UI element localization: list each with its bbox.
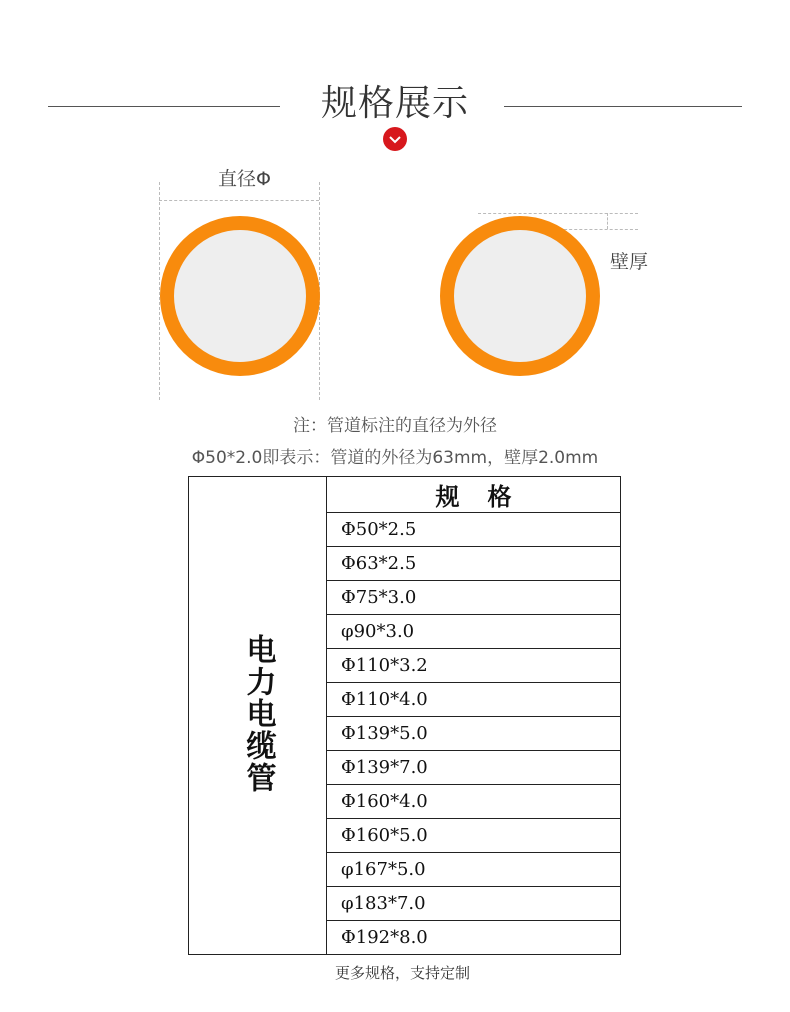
footer-note: 更多规格，支持定制: [334, 964, 470, 982]
diameter-label: 直径Φ: [218, 168, 271, 190]
spec-cell: Φ110*4.0: [327, 683, 621, 717]
wall-thickness-label: 壁厚: [610, 251, 649, 273]
chevron-down-icon: [383, 127, 407, 151]
spec-cell: Φ139*5.0: [327, 717, 621, 751]
category-cell: [189, 477, 327, 955]
spec-cell: Φ160*5.0: [327, 819, 621, 853]
spec-cell: Φ160*4.0: [327, 785, 621, 819]
spec-cell: Φ110*3.2: [327, 649, 621, 683]
section-title: 规格展示: [320, 83, 469, 124]
spec-table: [188, 476, 621, 955]
category-label: 电力电缆管: [240, 633, 276, 794]
note-line-2: Φ50*2.0即表示：管道的外径为63mm，壁厚2.0mm: [191, 448, 599, 468]
spec-cell: Φ192*8.0: [327, 921, 621, 955]
spec-cell: Φ139*7.0: [327, 751, 621, 785]
pipe-cross-section-diameter: [160, 216, 320, 376]
pipe-cross-section-wall: [440, 216, 600, 376]
spec-header: 规格: [327, 477, 621, 513]
wall-guide-top: [478, 213, 638, 214]
wall-guide-tick: [607, 213, 608, 229]
spec-cell: φ183*7.0: [327, 887, 621, 921]
diameter-guide-top: [159, 200, 319, 201]
spec-cell: φ167*5.0: [327, 853, 621, 887]
spec-cell: Φ75*3.0: [327, 581, 621, 615]
spec-cell: Φ50*2.5: [327, 513, 621, 547]
spec-cell: Φ63*2.5: [327, 547, 621, 581]
spec-cell: φ90*3.0: [327, 615, 621, 649]
table-row: [189, 477, 621, 513]
note-line-1: 注：管道标注的直径为外径: [293, 416, 497, 436]
